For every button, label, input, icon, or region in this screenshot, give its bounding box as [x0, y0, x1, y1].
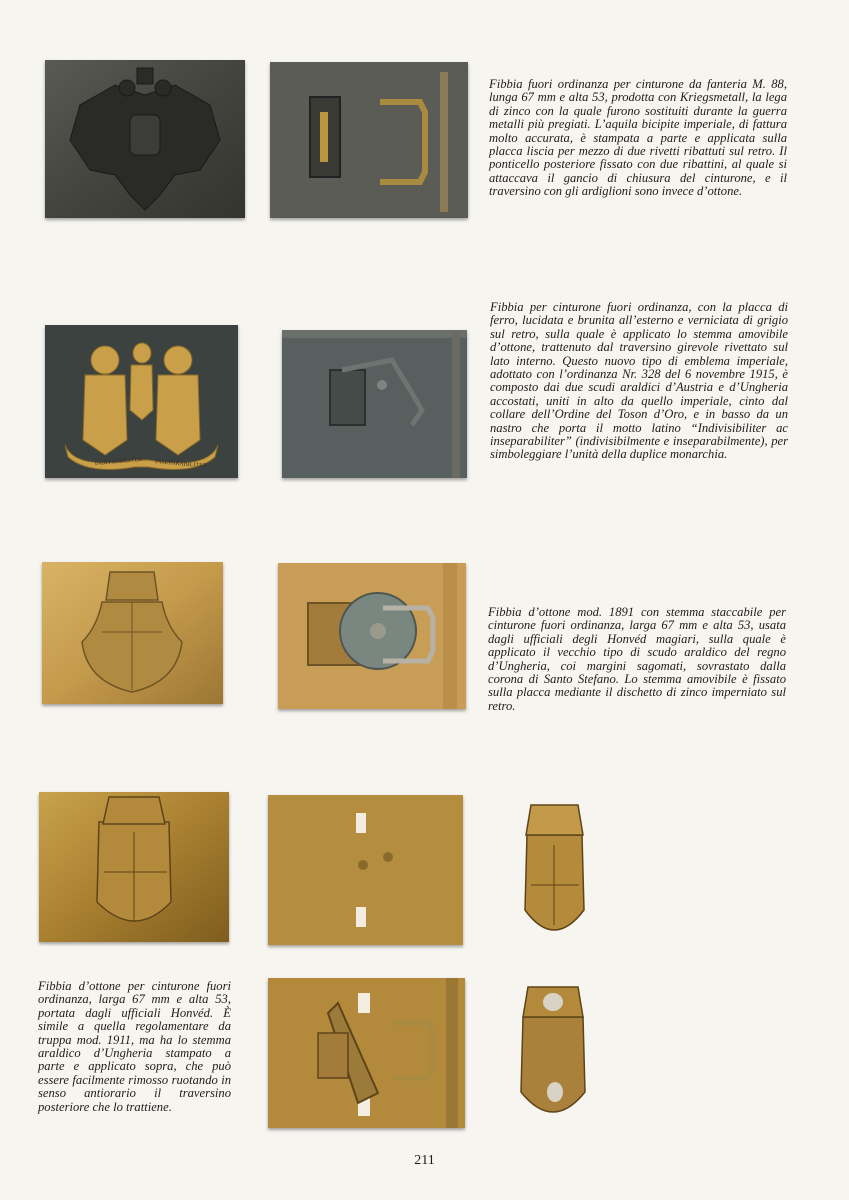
photo-buckle3-back: [278, 563, 466, 709]
photo-buckle3-front: [42, 562, 223, 704]
photo-buckle2-back: [282, 330, 467, 478]
photo-emblem-back: [513, 982, 593, 1122]
photo-buckle2-front: [45, 325, 238, 478]
caption-2: Fibbia per cinturone fuori ordinanza, con la placca di ferro, lucidata e brunita all’esterno e verniciata di grigio sul retro, sulla quale è applicato lo stemma amovibile d’ottone, trattenuto dal traversino girevole rivettato sul lato interno. Questo nuovo tipo di emblema imperiale, adottato con l’ordinanza Nr. 328 del 6 novembre 1915, è composto dai due scudi araldici d’Austria e d’Ungheria accostati, uniti in alto da quello imperiale, cinto dal collare dell’Ordine del Toson d’Oro, e in basso da un nastro che porta il motto latino “Indivisibiliter ac inseparabiliter” (indivisibilmente e inseparabilmente), per simboleggiare l’unità della duplice monarchia.: [490, 300, 788, 462]
page-number: 211: [414, 1153, 435, 1168]
svg-text:INSEPARABILITER: INSEPARABILITER: [154, 459, 207, 470]
caption-1: Fibbia fuori ordinanza per cinturone da fanteria M. 88, lunga 67 mm e alta 53, prodotta con Kriegsmetall, la lega di zinco con la quale furono sostituiti durante la guerra metalli più pregiati. L’aquila bicipite imperiale, di fattura molto accurata, è stampata a parte e applicata sulla placca liscia per mezzo di due rivetti ribattuti sul retro. Il ponticello posteriore fissato con due ribattini, al quale si attaccava il gancio di chiusura del cinturone, e il traversino con gli ardiglioni sono invece d’ottone.: [489, 77, 787, 199]
photo-buckle1-front: [45, 60, 245, 218]
caption-3: Fibbia d’ottone mod. 1891 con stemma staccabile per cinturone fuori ordinanza, larga 67 mm e alta 53, usata dagli ufficiali degli Honvéd magiari, sulla quale è applicato il vecchio tipo di scudo araldico del regno d’Ungheria, coi margini sagomati, sovrastato dalla corona di Santo Stefano. Lo stemma amovibile è fissato sulla placca mediante il dischetto di zinco imperniato sul retro.: [488, 605, 786, 713]
caption-4: Fibbia d’ottone per cinturone fuori ordinanza, larga 67 mm e alta 53, portata dagli ufficiali Honvéd. È simile a quella regolamentare da truppa mod. 1911, ma ha lo stemma araldico d’Ungheria stampato a parte e applicato sopra, che può essere facilmente rimosso ruotando in senso antiorario il traversino posteriore che lo trattiene.: [38, 979, 231, 1114]
photo-buckle4-back: [268, 795, 463, 945]
photo-buckle4-front: [39, 792, 229, 942]
photo-buckle5-back: [268, 978, 465, 1128]
svg-text:INDIVISIBILITER: INDIVISIBILITER: [94, 456, 143, 467]
photo-buckle1-back: [270, 62, 468, 218]
photo-emblem-front: [517, 800, 592, 940]
